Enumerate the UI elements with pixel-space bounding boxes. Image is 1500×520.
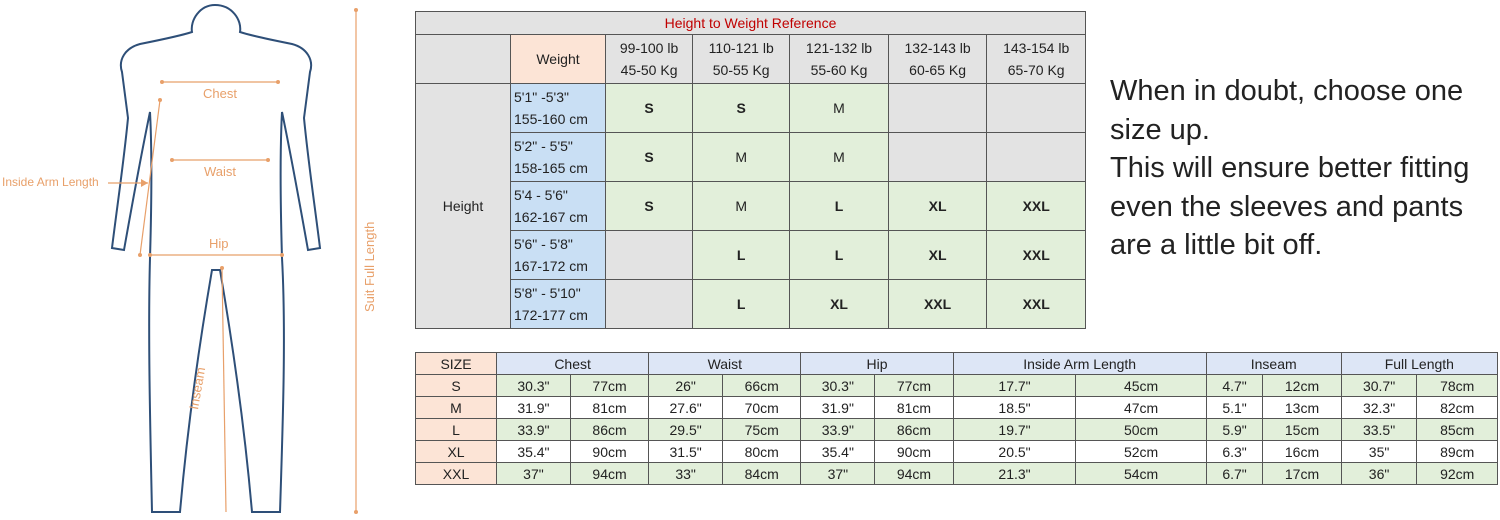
weight-lb: 143-154 lb: [1003, 40, 1070, 56]
size-row: [416, 463, 1498, 485]
hip-in: 31.9": [801, 397, 875, 419]
size-cell: M: [693, 182, 790, 231]
weight-column: [606, 35, 693, 84]
size-cell-empty: [606, 231, 693, 280]
length-in: 36": [1341, 463, 1417, 485]
size-cell-empty: [987, 133, 1086, 182]
chest-cm: 90cm: [570, 441, 648, 463]
length-in: 33.5": [1341, 419, 1417, 441]
height-cm: 162-167 cm: [514, 209, 588, 225]
waist-in: 26": [649, 375, 723, 397]
height-range: [511, 133, 606, 182]
note-line: even the sleeves and pants: [1110, 190, 1464, 223]
size-cell: XL: [888, 182, 987, 231]
height-cm: 155-160 cm: [514, 111, 588, 127]
wetsuit-outline-diagram: [0, 0, 400, 520]
hip-cm: 94cm: [875, 463, 953, 485]
arm-cm: 50cm: [1076, 419, 1206, 441]
size-cell: S: [606, 182, 693, 231]
inseam-in: 5.1": [1206, 397, 1263, 419]
hip-cm: 77cm: [875, 375, 953, 397]
inseam-cm: 15cm: [1263, 419, 1341, 441]
arm-cm: 54cm: [1076, 463, 1206, 485]
inseam-in: 4.7": [1206, 375, 1263, 397]
waist-in: 33": [649, 463, 723, 485]
size-cell: L: [693, 280, 790, 329]
arm-cm: 45cm: [1076, 375, 1206, 397]
size-cell: XL: [888, 231, 987, 280]
size-cell-empty: [888, 84, 987, 133]
size-name: XL: [416, 441, 497, 463]
weight-lb: 132-143 lb: [904, 40, 971, 56]
arm-cm: 47cm: [1076, 397, 1206, 419]
length-in: 35": [1341, 441, 1417, 463]
hip-in: 35.4": [801, 441, 875, 463]
size-column-label: SIZE: [416, 353, 497, 375]
weight-kg: 65-70 Kg: [1007, 62, 1065, 78]
inseam-in: 6.3": [1206, 441, 1263, 463]
hip-cm: 86cm: [875, 419, 953, 441]
chest-in: 31.9": [497, 397, 571, 419]
size-cell: M: [790, 84, 889, 133]
size-cell: XXL: [987, 182, 1086, 231]
inseam-in: 6.7": [1206, 463, 1263, 485]
weight-column: [693, 35, 790, 84]
inseam-cm: 13cm: [1263, 397, 1341, 419]
length-cm: 78cm: [1417, 375, 1498, 397]
height-label: Height: [416, 84, 511, 329]
size-cell: M: [693, 133, 790, 182]
height-range: [511, 231, 606, 280]
inseam-cm: 16cm: [1263, 441, 1341, 463]
height-ft: 5'6" - 5'8": [514, 236, 573, 252]
note-line: When in doubt, choose one: [1110, 75, 1464, 107]
note-line: This will ensure better fitting: [1110, 152, 1470, 184]
hip-in: 33.9": [801, 419, 875, 441]
size-cell: S: [693, 84, 790, 133]
weight-kg: 55-60 Kg: [810, 62, 868, 78]
chest-in: 35.4": [497, 441, 571, 463]
length-cm: 92cm: [1417, 463, 1498, 485]
wetsuit-figure: [0, 0, 400, 520]
size-cell-empty: [987, 84, 1086, 133]
size-name: S: [416, 375, 497, 397]
height-weight-table: [415, 11, 1086, 329]
height-row: [416, 133, 1086, 182]
size-cell: L: [693, 231, 790, 280]
hip-in: 37": [801, 463, 875, 485]
weight-column: [790, 35, 889, 84]
length-in: 32.3": [1341, 397, 1417, 419]
waist-cm: 80cm: [723, 441, 801, 463]
weight-column: [987, 35, 1086, 84]
size-cell: M: [790, 133, 889, 182]
size-header-row: [416, 353, 1498, 375]
inseam-header: Inseam: [1206, 353, 1341, 375]
full-length-header: Full Length: [1341, 353, 1497, 375]
size-cell: S: [606, 84, 693, 133]
size-cell: XXL: [987, 280, 1086, 329]
chest-cm: 94cm: [570, 463, 648, 485]
weight-kg: 60-65 Kg: [909, 62, 966, 78]
corner-cell: [416, 35, 511, 84]
arm-in: 20.5": [953, 441, 1076, 463]
height-cm: 158-165 cm: [514, 160, 588, 176]
inside-arm-length-header: Inside Arm Length: [953, 353, 1206, 375]
arm-in: 18.5": [953, 397, 1076, 419]
weight-kg: 45-50 Kg: [620, 62, 678, 78]
waist-in: 29.5": [649, 419, 723, 441]
chest-cm: 81cm: [570, 397, 648, 419]
chest-cm: 77cm: [570, 375, 648, 397]
height-row: [416, 84, 1086, 133]
chest-cm: 86cm: [570, 419, 648, 441]
inseam-cm: 17cm: [1263, 463, 1341, 485]
weight-lb: 110-121 lb: [708, 40, 774, 56]
height-range: [511, 280, 606, 329]
size-cell: S: [606, 133, 693, 182]
inside-arm-length-label: Inside Arm Length: [2, 175, 99, 189]
waist-cm: 70cm: [723, 397, 801, 419]
weight-column: [888, 35, 987, 84]
length-cm: 89cm: [1417, 441, 1498, 463]
arm-in: 19.7": [953, 419, 1076, 441]
size-name: XXL: [416, 463, 497, 485]
arm-in: 21.3": [953, 463, 1076, 485]
length-in: 30.7": [1341, 375, 1417, 397]
hip-cm: 81cm: [875, 397, 953, 419]
height-ft: 5'8" - 5'10": [514, 285, 581, 301]
size-row: [416, 419, 1498, 441]
inseam-in: 5.9": [1206, 419, 1263, 441]
waist-cm: 66cm: [723, 375, 801, 397]
suit-full-length-label: Suit Full Length: [362, 221, 377, 312]
waist-cm: 84cm: [723, 463, 801, 485]
note-line: are a little bit off.: [1110, 229, 1323, 261]
waist-cm: 75cm: [723, 419, 801, 441]
chest-in: 37": [497, 463, 571, 485]
chest-label: Chest: [203, 86, 237, 101]
height-row: [416, 280, 1086, 329]
height-cm: 172-177 cm: [514, 307, 588, 323]
waist-in: 31.5": [649, 441, 723, 463]
chest-in: 33.9": [497, 419, 571, 441]
waist-label: Waist: [204, 164, 237, 179]
chest-header: Chest: [497, 353, 649, 375]
hip-header: Hip: [801, 353, 953, 375]
size-name: M: [416, 397, 497, 419]
chest-in: 30.3": [497, 375, 571, 397]
arm-cm: 52cm: [1076, 441, 1206, 463]
body-outline: [112, 5, 320, 512]
size-cell: L: [790, 231, 889, 280]
waist-header: Waist: [649, 353, 801, 375]
weight-lb: 99-100 lb: [619, 40, 679, 56]
height-range: [511, 182, 606, 231]
weight-kg: 50-55 Kg: [712, 62, 770, 78]
weight-label: Weight: [511, 35, 606, 84]
height-weight-title: Height to Weight Reference: [416, 12, 1086, 35]
length-cm: 85cm: [1417, 419, 1498, 441]
sizing-note: [1110, 72, 1495, 265]
height-cm: 167-172 cm: [514, 258, 588, 274]
size-cell-empty: [606, 280, 693, 329]
hip-cm: 90cm: [875, 441, 953, 463]
height-ft: 5'2" - 5'5": [514, 138, 573, 154]
size-row: [416, 441, 1498, 463]
size-cell: L: [790, 182, 889, 231]
height-ft: 5'1" -5'3": [514, 89, 569, 105]
size-row: [416, 375, 1498, 397]
size-cell-empty: [888, 133, 987, 182]
note-line: size up.: [1110, 113, 1210, 146]
size-name: L: [416, 419, 497, 441]
size-cell: XXL: [987, 231, 1086, 280]
hip-in: 30.3": [801, 375, 875, 397]
weight-lb: 121-132 lb: [805, 40, 873, 56]
arm-in: 17.7": [953, 375, 1076, 397]
length-cm: 82cm: [1417, 397, 1498, 419]
inseam-label: Inseam: [186, 366, 209, 411]
inseam-cm: 12cm: [1263, 375, 1341, 397]
size-cell: XL: [790, 280, 889, 329]
size-row: [416, 397, 1498, 419]
size-measurement-table: [415, 352, 1498, 485]
height-row: [416, 231, 1086, 280]
height-ft: 5'4 - 5'6": [514, 187, 568, 203]
size-cell: XXL: [888, 280, 987, 329]
height-range: [511, 84, 606, 133]
height-row: [416, 182, 1086, 231]
waist-in: 27.6": [649, 397, 723, 419]
hip-label: Hip: [209, 236, 229, 251]
